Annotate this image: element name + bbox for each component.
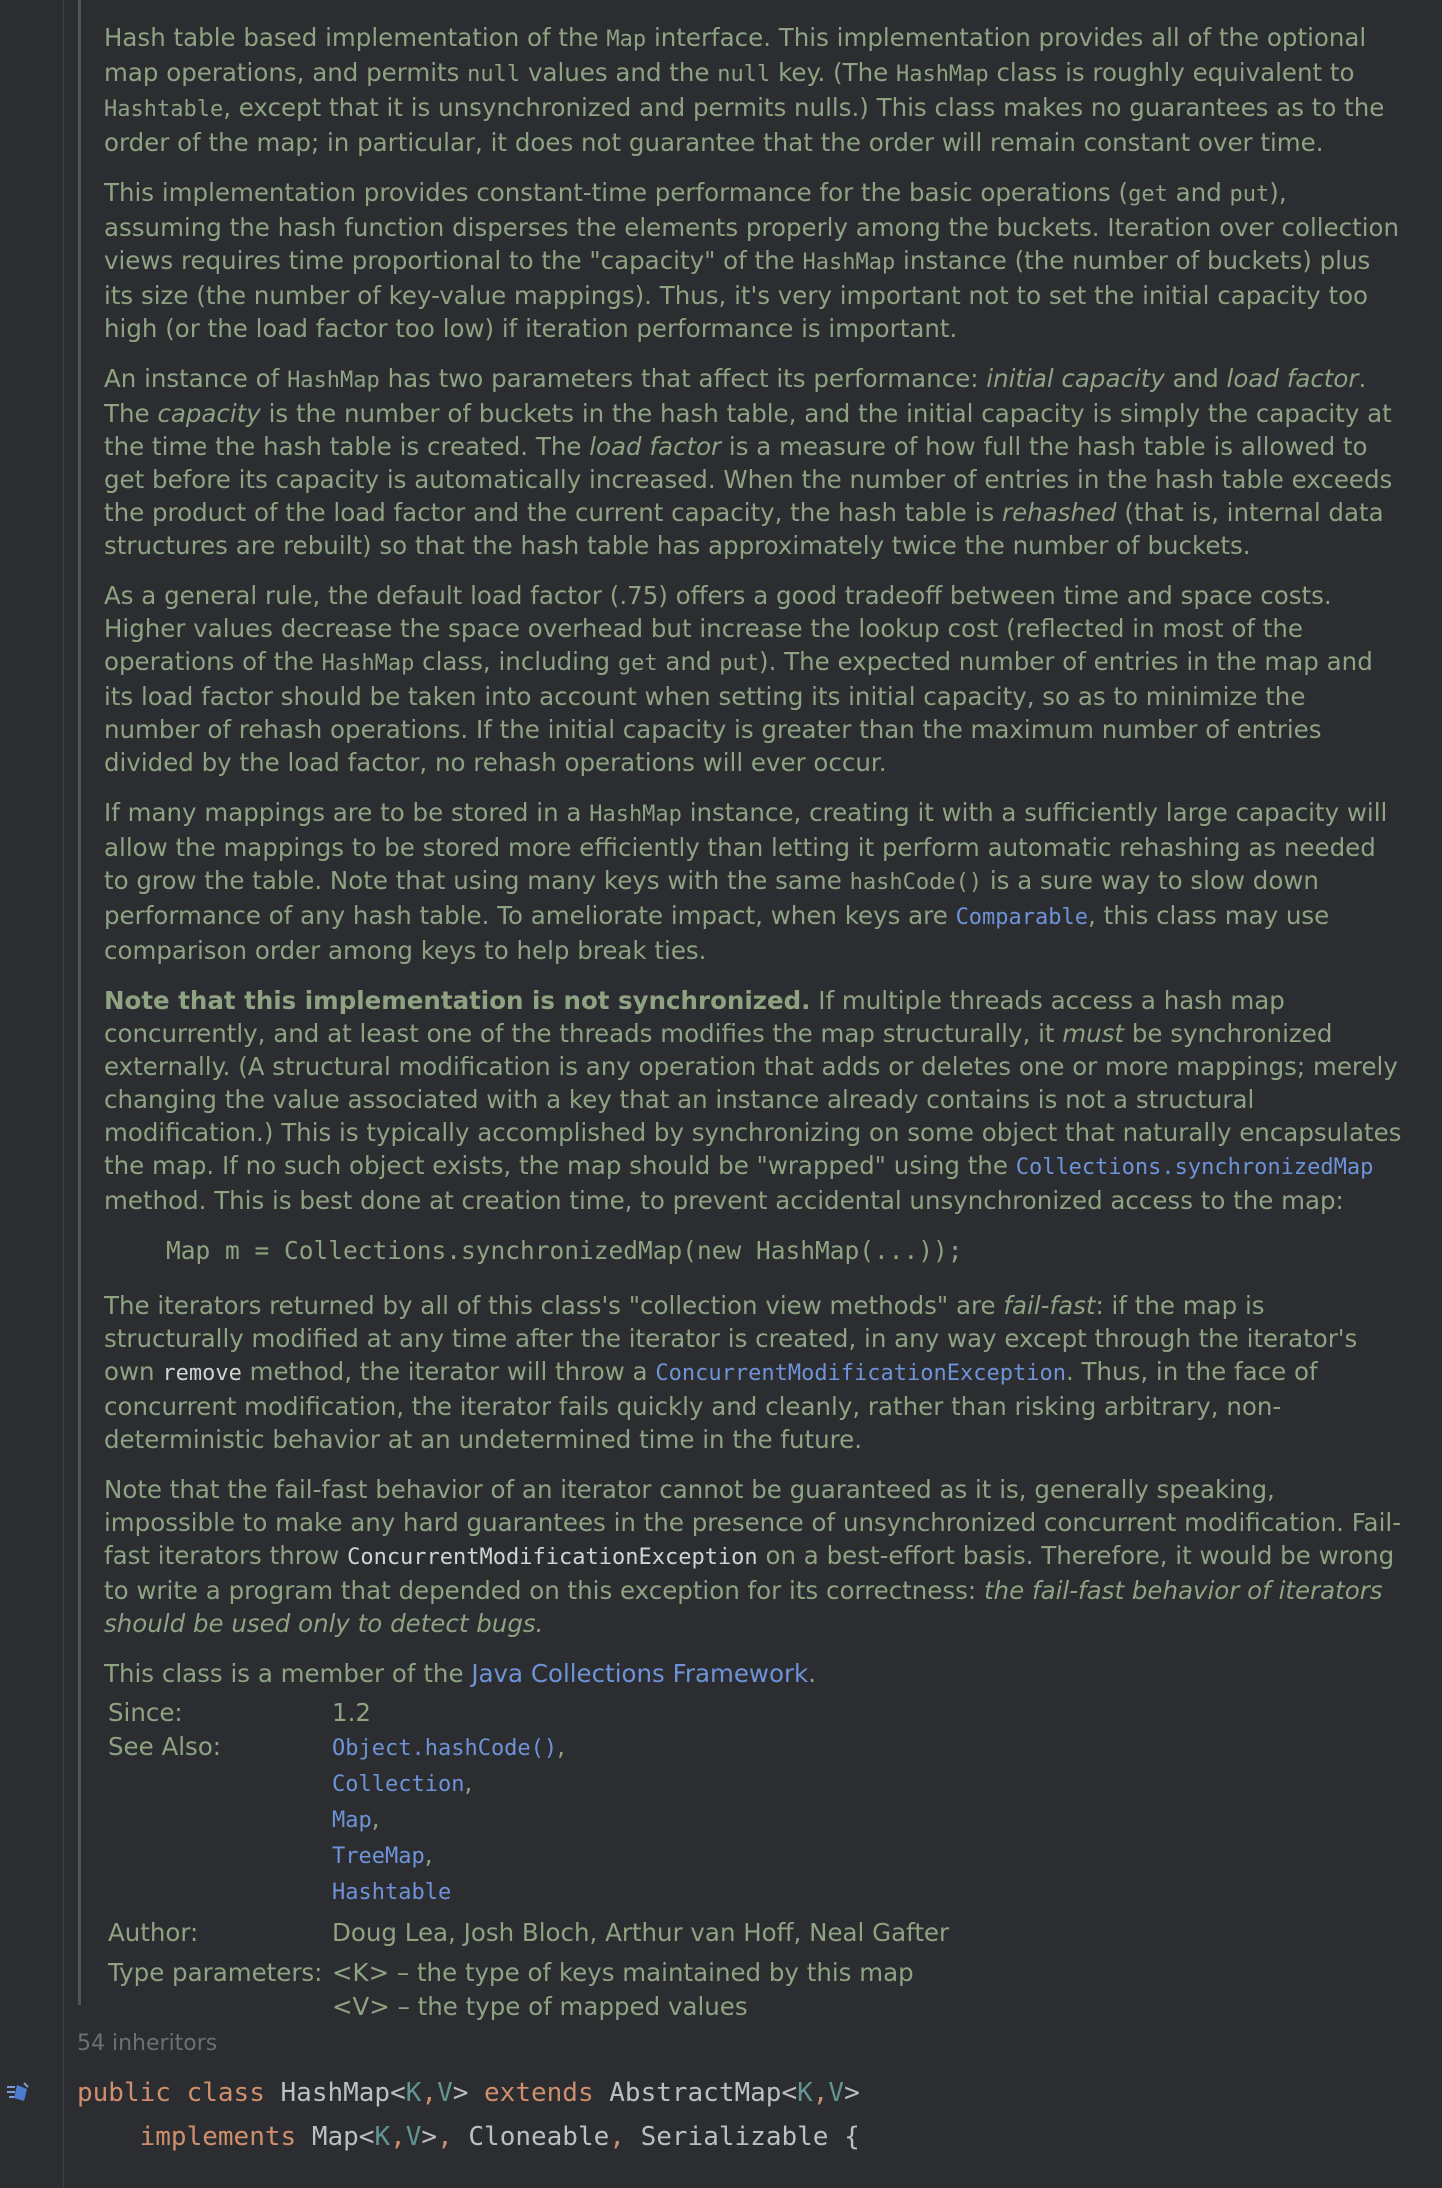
doc-paragraph-9: This class is a member of the Java Collections Framework. xyxy=(104,1659,817,1688)
javadoc-body xyxy=(104,21,1404,2024)
doc-paragraph-2: This implementation provides constant-time performance for the basic operations (get and put), assuming the hash function disperses the elements properly among the buckets. Iteration over collection views requires time proportional to the "capacity" of the HashMap instance (the number of buckets) plus its size (the number of key-value mappings). Thus, it's very important not to set the initial capacity too high (or the load factor too low) if iteration performance is important. xyxy=(104,178,1400,343)
interface-cloneable[interactable]: Cloneable xyxy=(468,2122,610,2152)
class-name[interactable]: HashMap xyxy=(280,2078,391,2108)
doc-paragraph-6: Note that this implementation is not synchronized. If multiple threads access a hash map concurrently, and at least one of the threads modifies the map structurally, it must be synchronized externally. (A structural modification is any operation that adds or deletes one or more mappings; merely changing the value associated with a key that an instance already contains is not a structural modification.) This is typically accomplished by synchronizing on some object that naturally encapsulates the map. If no such object exists, the map should be "wrapped" using the Collections.synchronizedMap method. This is best done at creation time, to prevent accidental unsynchronized access to the map: xyxy=(104,986,1402,1215)
doc-paragraph-1: Hash table based implementation of the Map interface. This implementation provides all of the optional map operations, and permits null values and the null key. (The HashMap class is roughly equivalent to Hashtable, except that it is unsynchronized and permits nulls.) This class makes no guarantees as to the order of the map; in particular, it does not guarantee that the order will remain constant over time. xyxy=(104,23,1385,157)
interface-map[interactable]: Map xyxy=(311,2122,359,2152)
see-collection-link[interactable]: Collection xyxy=(332,1772,465,1797)
inheritors-hint[interactable]: 54 inheritors xyxy=(77,2031,218,2056)
declaration-line-2: implements Map<K,V>, Cloneable, Serializable { xyxy=(139,2122,860,2152)
collections-framework-link[interactable]: Java Collections Framework xyxy=(471,1659,809,1688)
javadoc-tags xyxy=(104,1696,949,2024)
doc-paragraph-4: As a general rule, the default load factor (.75) offers a good tradeoff between time and space costs. Higher values decrease the space overhead but increase the lookup cost (reflected in most of the operations of the HashMap class, including get and put). The expected number of entries in the map and its load factor should be taken into account when setting its initial capacity, so as to minimize the number of rehash operations. If the initial capacity is greater than the maximum number of entries divided by the load factor, no rehash operations will ever occur. xyxy=(104,581,1373,777)
synchronized-map-link[interactable]: Collections.synchronizedMap xyxy=(1015,1155,1374,1180)
doc-paragraph-7: The iterators returned by all of this class's "collection view methods" are fail-fast: if the map is structurally modified at any time after the iterator is created, in any way except through the iterator's own remove method, the iterator will throw a ConcurrentModificationException. Thus, in the face of concurrent modification, the iterator fails quickly and cleanly, rather than risking arbitrary, non-deterministic behavior at an undetermined time in the future. xyxy=(104,1291,1358,1454)
interface-serializable[interactable]: Serializable xyxy=(640,2122,829,2152)
see-object-hashcode-link[interactable]: Object.hashCode() xyxy=(332,1736,558,1761)
editor-gutter xyxy=(0,0,64,2188)
superclass-name[interactable]: AbstractMap xyxy=(609,2078,782,2108)
declaration-line-1: public class HashMap<K,V> extends AbstractMap<K,V> xyxy=(77,2078,860,2108)
see-map-link[interactable]: Map xyxy=(332,1808,372,1833)
class-declaration xyxy=(77,2071,860,2159)
rendered-javadoc xyxy=(78,0,1411,2021)
see-hashtable-link[interactable]: Hashtable xyxy=(332,1880,452,1905)
type-params-row: Type parameters: <K> – the type of keys maintained by this map <V> – the type of mapped values xyxy=(108,1958,914,2021)
code-example: Map m = Collections.synchronizedMap(new HashMap(...)); xyxy=(166,1236,963,1265)
doc-paragraph-3: An instance of HashMap has two parameters that affect its performance: initial capacity and load factor. The capacity is the number of buckets in the hash table, and the initial capacity is simply the capacity at the time the hash table is created. The load factor is a measure of how full the hash table is allowed to get before its capacity is automatically increased. When the number of entries in the hash table exceeds the product of the load factor and the current capacity, the hash table is rehashed (that is, internal data structures are rebuilt) so that the hash table has approximately twice the number of buckets. xyxy=(104,364,1393,560)
inheritors-gutter-icon[interactable] xyxy=(4,2077,36,2109)
author-row: Author: Doug Lea, Josh Bloch, Arthur van Hoff, Neal Gafter xyxy=(108,1918,950,1947)
comparable-link[interactable]: Comparable xyxy=(955,905,1089,930)
see-also-row: See Also: Object.hashCode(), Collection, Map, TreeMap, Hashtable xyxy=(108,1732,565,1905)
concurrent-modification-link[interactable]: ConcurrentModificationException xyxy=(655,1361,1066,1386)
see-treemap-link[interactable]: TreeMap xyxy=(332,1844,425,1869)
since-row: Since: 1.2 xyxy=(108,1698,371,1727)
doc-paragraph-5: If many mappings are to be stored in a HashMap instance, creating it with a sufficiently large capacity will allow the mappings to be stored more efficiently than letting it perform automatic rehashing as needed to grow the table. Note that using many keys with the same hashCode() is a sure way to slow down performance of any hash table. To ameliorate impact, when keys are Comparable, this class may use comparison order among keys to help break ties. xyxy=(104,798,1388,965)
doc-paragraph-8: Note that the fail-fast behavior of an iterator cannot be guaranteed as it is, generally speaking, impossible to make any hard guarantees in the presence of unsynchronized concurrent modification. Fail-fast iterators throw ConcurrentModificationException on a best-effort basis. Therefore, it would be wrong to write a program that depended on this exception for its correctness: the fail-fast behavior of iterators should be used only to detect bugs. xyxy=(104,1475,1402,1638)
